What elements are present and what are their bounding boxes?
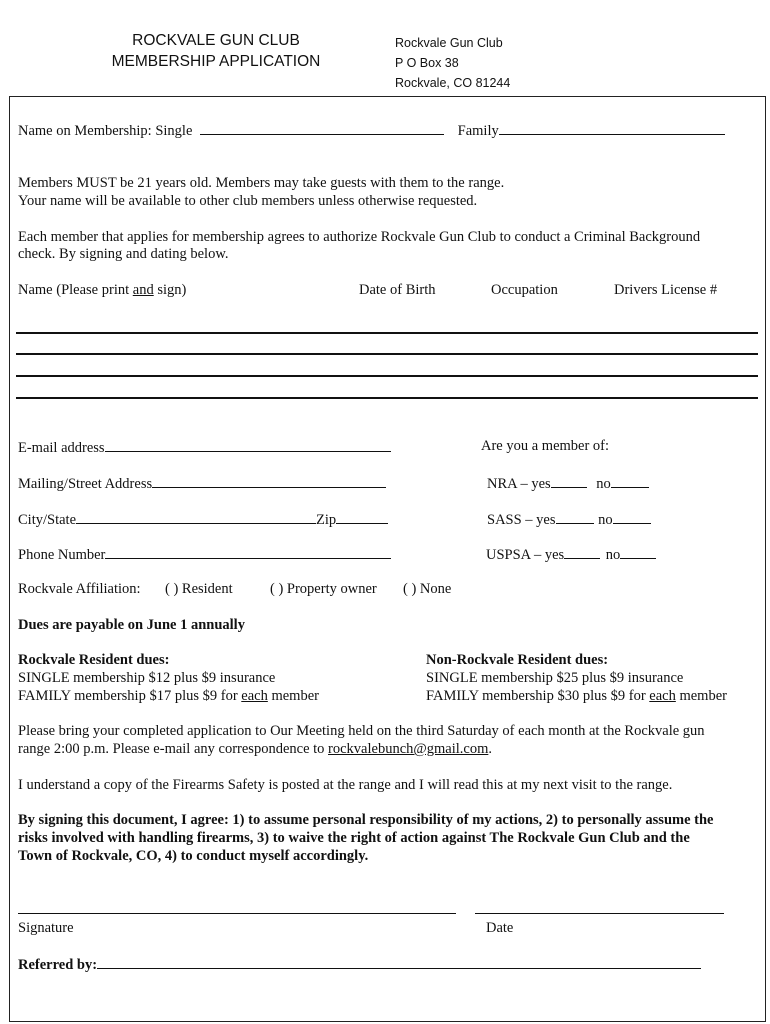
member-entry-line-1[interactable]: [16, 332, 758, 334]
org-question: Are you a member of:: [481, 438, 610, 454]
sass-row: [487, 509, 651, 529]
page-title: [96, 30, 336, 72]
nra-no-field[interactable]: [611, 473, 649, 488]
nonresident-dues-heading: Non-Rockvale Resident dues:: [426, 652, 609, 668]
nonresident-family-pre: FAMILY membership $30 plus $9 for: [426, 688, 650, 704]
resident-family-each: each: [241, 688, 268, 704]
meeting-text-pre: range 2:00 p.m. Please e-mail any correspondence to: [18, 741, 329, 757]
date-field[interactable]: [475, 913, 724, 914]
address-po-box: P O Box 38: [395, 56, 459, 70]
date-label: Date: [486, 920, 514, 936]
phone-label: Phone Number: [18, 547, 106, 563]
meeting-text-2: [18, 740, 492, 758]
meeting-text-1: Please bring your completed application to Our Meeting held on the third Saturday of each month at the Rockvale gun: [18, 723, 705, 739]
family-name-field[interactable]: [499, 120, 725, 135]
nra-yes-field[interactable]: [551, 473, 587, 488]
nra-no-label: no: [596, 476, 611, 492]
occupation-column-header: Occupation: [491, 282, 558, 298]
sass-no-label: no: [598, 512, 613, 528]
nonresident-family-post: member: [675, 688, 727, 704]
referred-row: [18, 954, 701, 974]
affiliation-label: Rockvale Affiliation:: [18, 581, 141, 597]
mailing-label: Mailing/Street Address: [18, 476, 153, 492]
nonresident-family-each: each: [649, 688, 676, 704]
member-entry-line-4[interactable]: [16, 397, 758, 399]
nonresident-single-dues: SINGLE membership $25 plus $9 insurance: [426, 670, 684, 686]
resident-family-dues: [18, 687, 319, 705]
signature-field[interactable]: [18, 913, 456, 914]
resident-dues-heading: Rockvale Resident dues:: [18, 652, 170, 668]
license-column-header: Drivers License #: [614, 282, 718, 298]
address-club-name: Rockvale Gun Club: [395, 36, 503, 50]
resident-family-pre: FAMILY membership $17 plus $9 for: [18, 688, 242, 704]
signature-label: Signature: [18, 920, 74, 936]
uspsa-row: [486, 544, 656, 564]
uspsa-no-field[interactable]: [620, 544, 656, 559]
phone-row: [18, 544, 391, 564]
mailing-row: [18, 473, 386, 493]
referred-field[interactable]: [97, 954, 701, 969]
mailing-address-block: [395, 33, 510, 93]
agreement-text-1: By signing this document, I agree: 1) to assume personal responsibility of my actions, 2) to personally assume the: [18, 812, 714, 828]
uspsa-yes-field[interactable]: [564, 544, 600, 559]
dues-heading: Dues are payable on June 1 annually: [18, 617, 245, 633]
single-name-field[interactable]: [200, 120, 444, 135]
referred-label: Referred by:: [18, 957, 98, 973]
title-club-name: ROCKVALE GUN CLUB: [132, 32, 300, 49]
city-label: City/State: [18, 512, 76, 528]
nonresident-family-dues: [426, 687, 727, 705]
uspsa-label: USPSA – yes: [486, 547, 565, 563]
dob-column-header: Date of Birth: [359, 282, 436, 298]
address-city: Rockvale, CO 81244: [395, 76, 511, 90]
none-checkbox[interactable]: ( ) None: [403, 581, 452, 597]
uspsa-no-label: no: [605, 547, 621, 563]
sass-no-field[interactable]: [613, 509, 651, 524]
mailing-field[interactable]: [152, 473, 386, 488]
age-requirement-text: Members MUST be 21 years old. Members may take guests with them to the range.: [18, 175, 505, 191]
nra-label: NRA – yes: [487, 476, 551, 492]
city-field[interactable]: [76, 509, 316, 524]
background-check-text-1: Each member that applies for membership agrees to authorize Rockvale Gun Club to conduct a Criminal Background: [18, 229, 701, 245]
name-column-header: [18, 281, 186, 299]
family-label: Family: [457, 123, 499, 139]
title-application: MEMBERSHIP APPLICATION: [111, 53, 321, 70]
meeting-text-post: .: [488, 741, 492, 757]
zip-field[interactable]: [336, 509, 388, 524]
agreement-text-3: Town of Rockvale, CO, 4) to conduct myself accordingly.: [18, 848, 369, 864]
resident-single-dues: SINGLE membership $12 plus $9 insurance: [18, 670, 276, 686]
member-entry-line-2[interactable]: [16, 353, 758, 355]
nra-row: [487, 473, 649, 493]
agreement-text-2: risks involved with handling firearms, 3) to waive the right of action against The Rockvale Gun Club and the: [18, 830, 690, 846]
resident-checkbox[interactable]: ( ) Resident: [165, 581, 233, 597]
property-owner-checkbox[interactable]: ( ) Property owner: [270, 581, 377, 597]
member-entry-line-3[interactable]: [16, 375, 758, 377]
city-row: [18, 509, 388, 529]
privacy-text: Your name will be available to other club members unless otherwise requested.: [18, 193, 478, 209]
sass-yes-field[interactable]: [556, 509, 594, 524]
resident-family-post: member: [267, 688, 319, 704]
name-header-post: sign): [153, 282, 187, 298]
email-label: E-mail address: [18, 440, 105, 456]
contact-email-link[interactable]: rockvalebunch@gmail.com: [328, 741, 489, 757]
name-header-pre: Name (Please print: [18, 282, 133, 298]
membership-name-row: [18, 120, 725, 140]
email-field[interactable]: [105, 437, 391, 452]
sass-label: SASS – yes: [487, 512, 556, 528]
phone-field[interactable]: [105, 544, 391, 559]
safety-text: I understand a copy of the Firearms Safety is posted at the range and I will read this at my next visit to the range.: [18, 777, 673, 793]
zip-label: Zip: [316, 512, 337, 528]
name-header-and: and: [132, 282, 154, 298]
email-row: [18, 437, 391, 457]
membership-name-label: Name on Membership: Single: [18, 123, 193, 139]
background-check-text-2: check. By signing and dating below.: [18, 246, 229, 262]
